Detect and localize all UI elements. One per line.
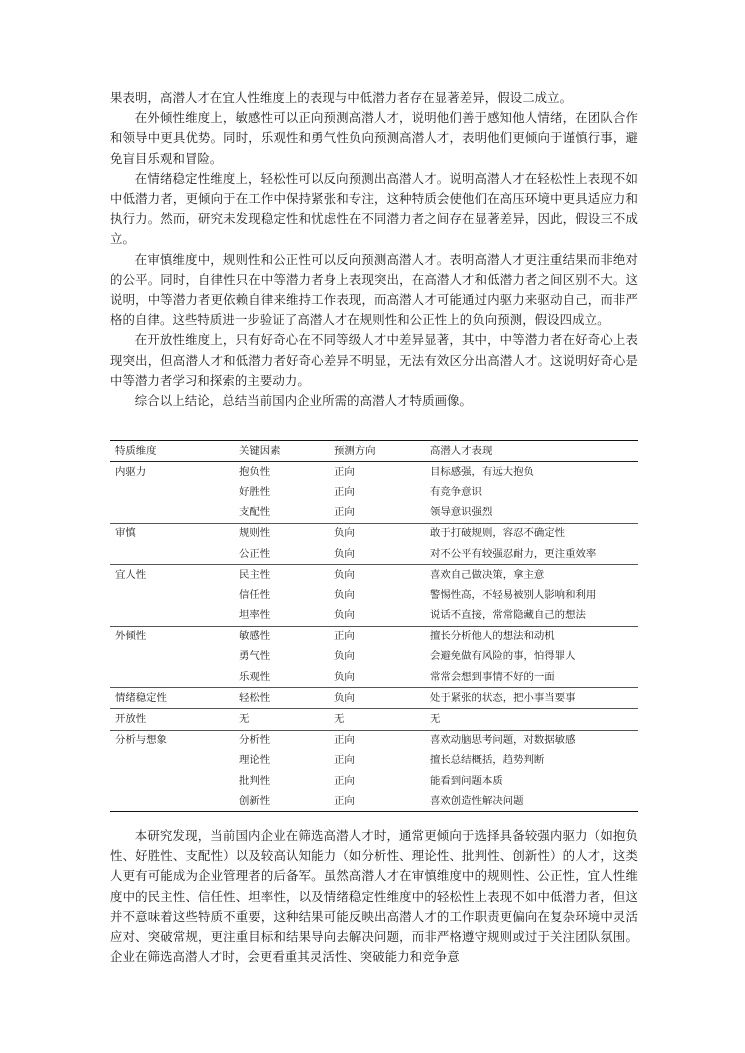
cell-performance: 有竞争意识 — [430, 485, 482, 498]
table-row — [110, 462, 638, 483]
cell-factor: 信任性 — [239, 588, 271, 601]
cell-direction: 正向 — [334, 774, 355, 787]
cell-factor: 分析性 — [239, 734, 271, 747]
cell-factor: 敏感性 — [239, 630, 271, 643]
cell-direction: 负向 — [334, 609, 355, 622]
table-row — [110, 626, 638, 647]
table-row — [110, 565, 638, 586]
trait-group — [110, 709, 638, 730]
cell-performance: 擅长分析他人的想法和动机 — [430, 630, 555, 643]
cell-factor: 好胜性 — [239, 485, 271, 498]
cell-dimension — [110, 667, 234, 688]
cell-direction: 正向 — [334, 754, 355, 767]
table-row — [110, 482, 638, 502]
cell-direction: 负向 — [334, 650, 355, 663]
cell-dimension — [110, 544, 234, 565]
table-row — [110, 647, 638, 667]
table-row — [110, 523, 638, 544]
trait-profile-table — [110, 440, 638, 812]
cell-factor: 批判性 — [239, 774, 271, 787]
header-factor: 关键因素 — [239, 444, 281, 457]
cell-performance: 能看到问题本质 — [430, 774, 503, 787]
cell-dimension — [110, 771, 234, 791]
cell-factor: 民主性 — [239, 568, 271, 581]
table-row — [110, 667, 638, 688]
cell-dimension: 审慎 — [115, 527, 136, 540]
cell-direction: 负向 — [334, 588, 355, 601]
cell-dimension — [110, 585, 234, 605]
cell-dimension: 开放性 — [115, 713, 147, 726]
cell-factor: 无 — [239, 713, 250, 726]
trait-group — [110, 688, 638, 709]
cell-factor: 轻松性 — [239, 691, 271, 704]
paragraph: 果表明，高潜人才在宜人性维度上的表现与中低潜力者存在显著差异，假设二成立。 — [110, 90, 573, 105]
cell-dimension — [110, 606, 234, 627]
cell-factor: 抱负性 — [239, 465, 271, 478]
table-row — [110, 709, 638, 730]
paragraph: 在审慎维度中，规则性和公正性可以反向预测高潜人才。表明高潜人才更注重结果而非绝对的公平。同时，自律性只在中等潜力者身上表现突出，在高潜人才和低潜力者之间区别不大。这说明，中等潜力者更依赖自律来维持工作表现，而高潜人才可能通过内驱力来驱动自己，而非严格的自律。这些特质进一步验证了高潜人才在规则性和公正性上的负向预测，假设四成立。 — [110, 251, 638, 328]
cell-direction: 正向 — [334, 794, 355, 807]
cell-dimension: 内驱力 — [115, 465, 147, 478]
cell-factor: 规则性 — [239, 527, 271, 540]
cell-performance: 领导意识强烈 — [430, 506, 493, 519]
cell-factor: 创新性 — [239, 794, 271, 807]
paragraph: 在开放性维度上，只有好奇心在不同等级人才中差异显著，其中，中等潜力者在好奇心上表现突出，但高潜人才和低潜力者好奇心差异不明显，无法有效区分出高潜人才。这说明好奇心是中等潜力者学习和探索的主要动力。 — [110, 332, 638, 388]
cell-direction: 负向 — [334, 547, 355, 560]
trait-group — [110, 462, 638, 524]
cell-performance: 喜欢自己做决策，拿主意 — [430, 568, 545, 581]
cell-dimension: 分析与想象 — [115, 734, 167, 747]
cell-performance: 会避免做有风险的事，怕得罪人 — [430, 650, 576, 663]
cell-direction: 负向 — [334, 568, 355, 581]
cell-direction: 正向 — [334, 485, 355, 498]
cell-direction: 负向 — [334, 670, 355, 683]
cell-dimension: 宜人性 — [115, 568, 147, 581]
paragraph: 在情绪稳定性维度上，轻松性可以反向预测出高潜人才。说明高潜人才在轻松性上表现不如中低潜力者，更倾向于在工作中保持紧张和专注，这种特质会使他们在高压环境中更具适应力和执行力。然而，研究未发现稳定性和忧虑性在不同潜力者之间存在显著差异，因此，假设三不成立。 — [110, 170, 638, 247]
cell-dimension — [110, 503, 234, 524]
cell-direction: 负向 — [334, 691, 355, 704]
cell-dimension — [110, 647, 234, 667]
table-row — [110, 791, 638, 812]
cell-performance: 目标感强，有远大抱负 — [430, 465, 534, 478]
table-row — [110, 730, 638, 751]
cell-dimension — [110, 751, 234, 771]
cell-direction: 无 — [334, 713, 345, 726]
cell-factor: 勇气性 — [239, 650, 271, 663]
cell-performance: 处于紧张的状态，把小事当要事 — [430, 691, 576, 704]
cell-direction: 正向 — [334, 630, 355, 643]
paragraph: 综合以上结论，总结当前国内企业所需的高潜人才特质画像。 — [134, 393, 473, 409]
cell-direction: 正向 — [334, 465, 355, 478]
body-text-bottom — [110, 826, 638, 967]
cell-factor: 坦率性 — [239, 609, 271, 622]
cell-performance: 说话不直接，常常隐藏自己的想法 — [430, 609, 586, 622]
cell-dimension — [110, 482, 234, 502]
cell-factor: 乐观性 — [239, 670, 271, 683]
cell-factor: 公正性 — [239, 547, 271, 560]
trait-group — [110, 626, 638, 688]
cell-performance: 喜欢创造性解决问题 — [430, 794, 524, 807]
cell-factor: 理论性 — [239, 754, 271, 767]
cell-dimension: 外倾性 — [115, 630, 147, 643]
cell-performance: 无 — [430, 713, 441, 726]
cell-performance: 擅长总结概括，趋势判断 — [430, 754, 545, 767]
cell-direction: 负向 — [334, 527, 355, 540]
header-dimension: 特质维度 — [115, 444, 157, 457]
header-direction: 预测方向 — [334, 444, 376, 457]
table-row — [110, 585, 638, 605]
paragraph: 在外倾性维度上，敏感性可以正向预测高潜人才，说明他们善于感知他人情绪，在团队合作和领导中更具优势。同时，乐观性和勇气性负向预测高潜人才，表明他们更倾向于谨慎行事，避免盲目乐观和冒险。 — [110, 110, 638, 166]
body-text-top — [110, 88, 638, 411]
table-row — [110, 688, 638, 709]
table-row — [110, 544, 638, 565]
cell-performance: 警惕性高，不轻易被别人影响和利用 — [430, 588, 597, 601]
table-row — [110, 771, 638, 791]
header-performance: 高潜人才表现 — [430, 444, 493, 457]
cell-factor: 支配性 — [239, 506, 271, 519]
table-row — [110, 751, 638, 771]
trait-group — [110, 730, 638, 812]
cell-direction: 正向 — [334, 506, 355, 519]
paragraph: 本研究发现，当前国内企业在筛选高潜人才时，通常更倾向于选择具备较强内驱力（如抱负性、好胜性、支配性）以及较高认知能力（如分析性、理论性、批判性、创新性）的人才，这类人更有可能成为企业管理者的后备军。虽然高潜人才在审慎维度中的规则性、公正性，宜人性维度中的民主性、信任性、坦率性，以及情绪稳定性维度中的轻松性上表现不如中低潜力者，但这并不意味着这些特质不重要，这种结果可能反映出高潜人才的工作职责更偏向在复杂环境中灵活应对、突破常规，更注重目标和结果导向去解决问题，而非严格遵守规则或过于关注团队氛围。企业在筛选高潜人才时，会更看重其灵活性、突破能力和竞争意 — [110, 828, 638, 965]
table-header-row — [110, 441, 638, 462]
trait-group — [110, 565, 638, 627]
table-row — [110, 606, 638, 627]
cell-dimension — [110, 791, 234, 812]
trait-group — [110, 523, 638, 564]
cell-direction: 正向 — [334, 734, 355, 747]
cell-performance: 常常会想到事情不好的一面 — [430, 670, 555, 683]
cell-performance: 敢于打破规则，容忍不确定性 — [430, 527, 566, 540]
cell-dimension: 情绪稳定性 — [115, 691, 167, 704]
table-row — [110, 503, 638, 524]
cell-performance: 对不公平有较强忍耐力，更注重效率 — [430, 547, 597, 560]
cell-performance: 喜欢动脑思考问题，对数据敏感 — [430, 734, 576, 747]
